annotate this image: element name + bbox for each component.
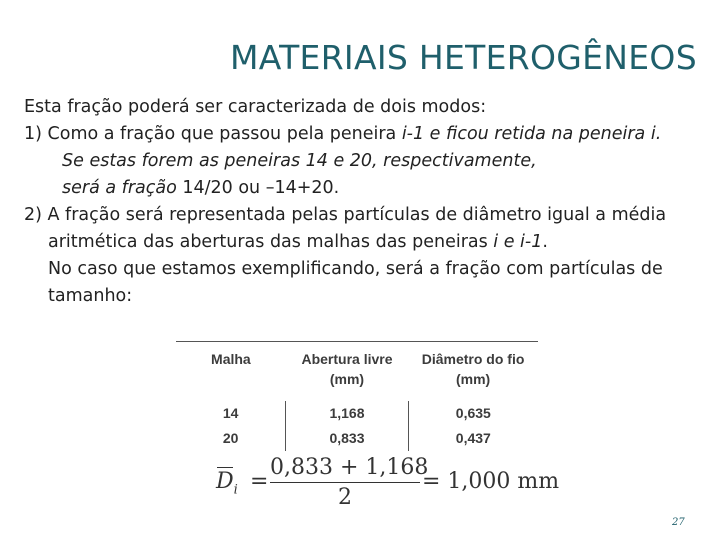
item2-line2: [24, 229, 714, 256]
header-abertura: [286, 345, 408, 391]
item1-line1: [24, 121, 714, 148]
cell-malha: 14: [222, 405, 239, 421]
header-abertura-l2: (mm): [329, 371, 365, 387]
item2-line2-italic: i e i-1: [493, 232, 543, 252]
formula-subscript: i: [233, 482, 238, 498]
item2-line2-suffix: .: [542, 232, 548, 252]
item1-line2: Se estas forem as peneiras 14 e 20, respectivamente,: [62, 151, 537, 171]
formula-result: = 1,000 mm: [422, 469, 560, 494]
intro-line: Esta fração poderá ser caracterizada de dois modos:: [24, 97, 487, 117]
page-number: 27: [672, 517, 685, 528]
item1-line1-italic: i-1 e ficou retida na peneira i.: [401, 124, 662, 144]
header-diametro: [408, 345, 538, 391]
item1-line3-rest: 14/20 ou –14+20.: [176, 178, 340, 198]
table-spacer: [176, 391, 538, 401]
item1-line3-italic: será a fração: [62, 178, 177, 198]
item1-line1-prefix: 1) Como a fração que passou pela peneira: [24, 124, 402, 144]
item2-line4: tamanho:: [48, 286, 133, 306]
header-malha: [176, 345, 286, 391]
cell-diametro: 0,635: [408, 401, 538, 426]
header-malha-l1: Malha: [211, 351, 251, 367]
table-top-rule: [176, 341, 538, 342]
formula-denominator: 2: [338, 485, 352, 510]
formula-lhs: [216, 469, 238, 497]
item1-line3: [24, 175, 714, 202]
cell-malha: 20: [222, 430, 239, 446]
formula-equals: =: [250, 469, 269, 494]
table-row: [176, 401, 538, 426]
formula-var: D: [216, 469, 234, 494]
header-diametro-l2: (mm): [455, 371, 491, 387]
formula-numerator: 0,833 + 1,168: [270, 455, 420, 483]
formula-fraction: [270, 455, 429, 510]
cell-abertura: 1,168: [286, 401, 408, 426]
table-row: [176, 426, 538, 451]
cell-diametro: 0,437: [408, 426, 538, 451]
sieve-data-table: [176, 345, 538, 451]
header-abertura-l1: Abertura livre: [301, 351, 393, 367]
header-diametro-l1: Diâmetro do fio: [421, 351, 525, 367]
table-header-row: [176, 345, 538, 391]
slide-body: [24, 94, 714, 310]
item2-line2-prefix: aritmética das aberturas das malhas das peneiras: [48, 232, 494, 252]
item2-line3: No caso que estamos exemplificando, será a fração com partículas de: [48, 259, 663, 279]
slide-title: MATERIAIS HETEROGÊNEOS: [230, 38, 697, 77]
item2-line1: 2) A fração será representada pelas partículas de diâmetro igual a média: [24, 205, 667, 225]
cell-abertura: 0,833: [286, 426, 408, 451]
